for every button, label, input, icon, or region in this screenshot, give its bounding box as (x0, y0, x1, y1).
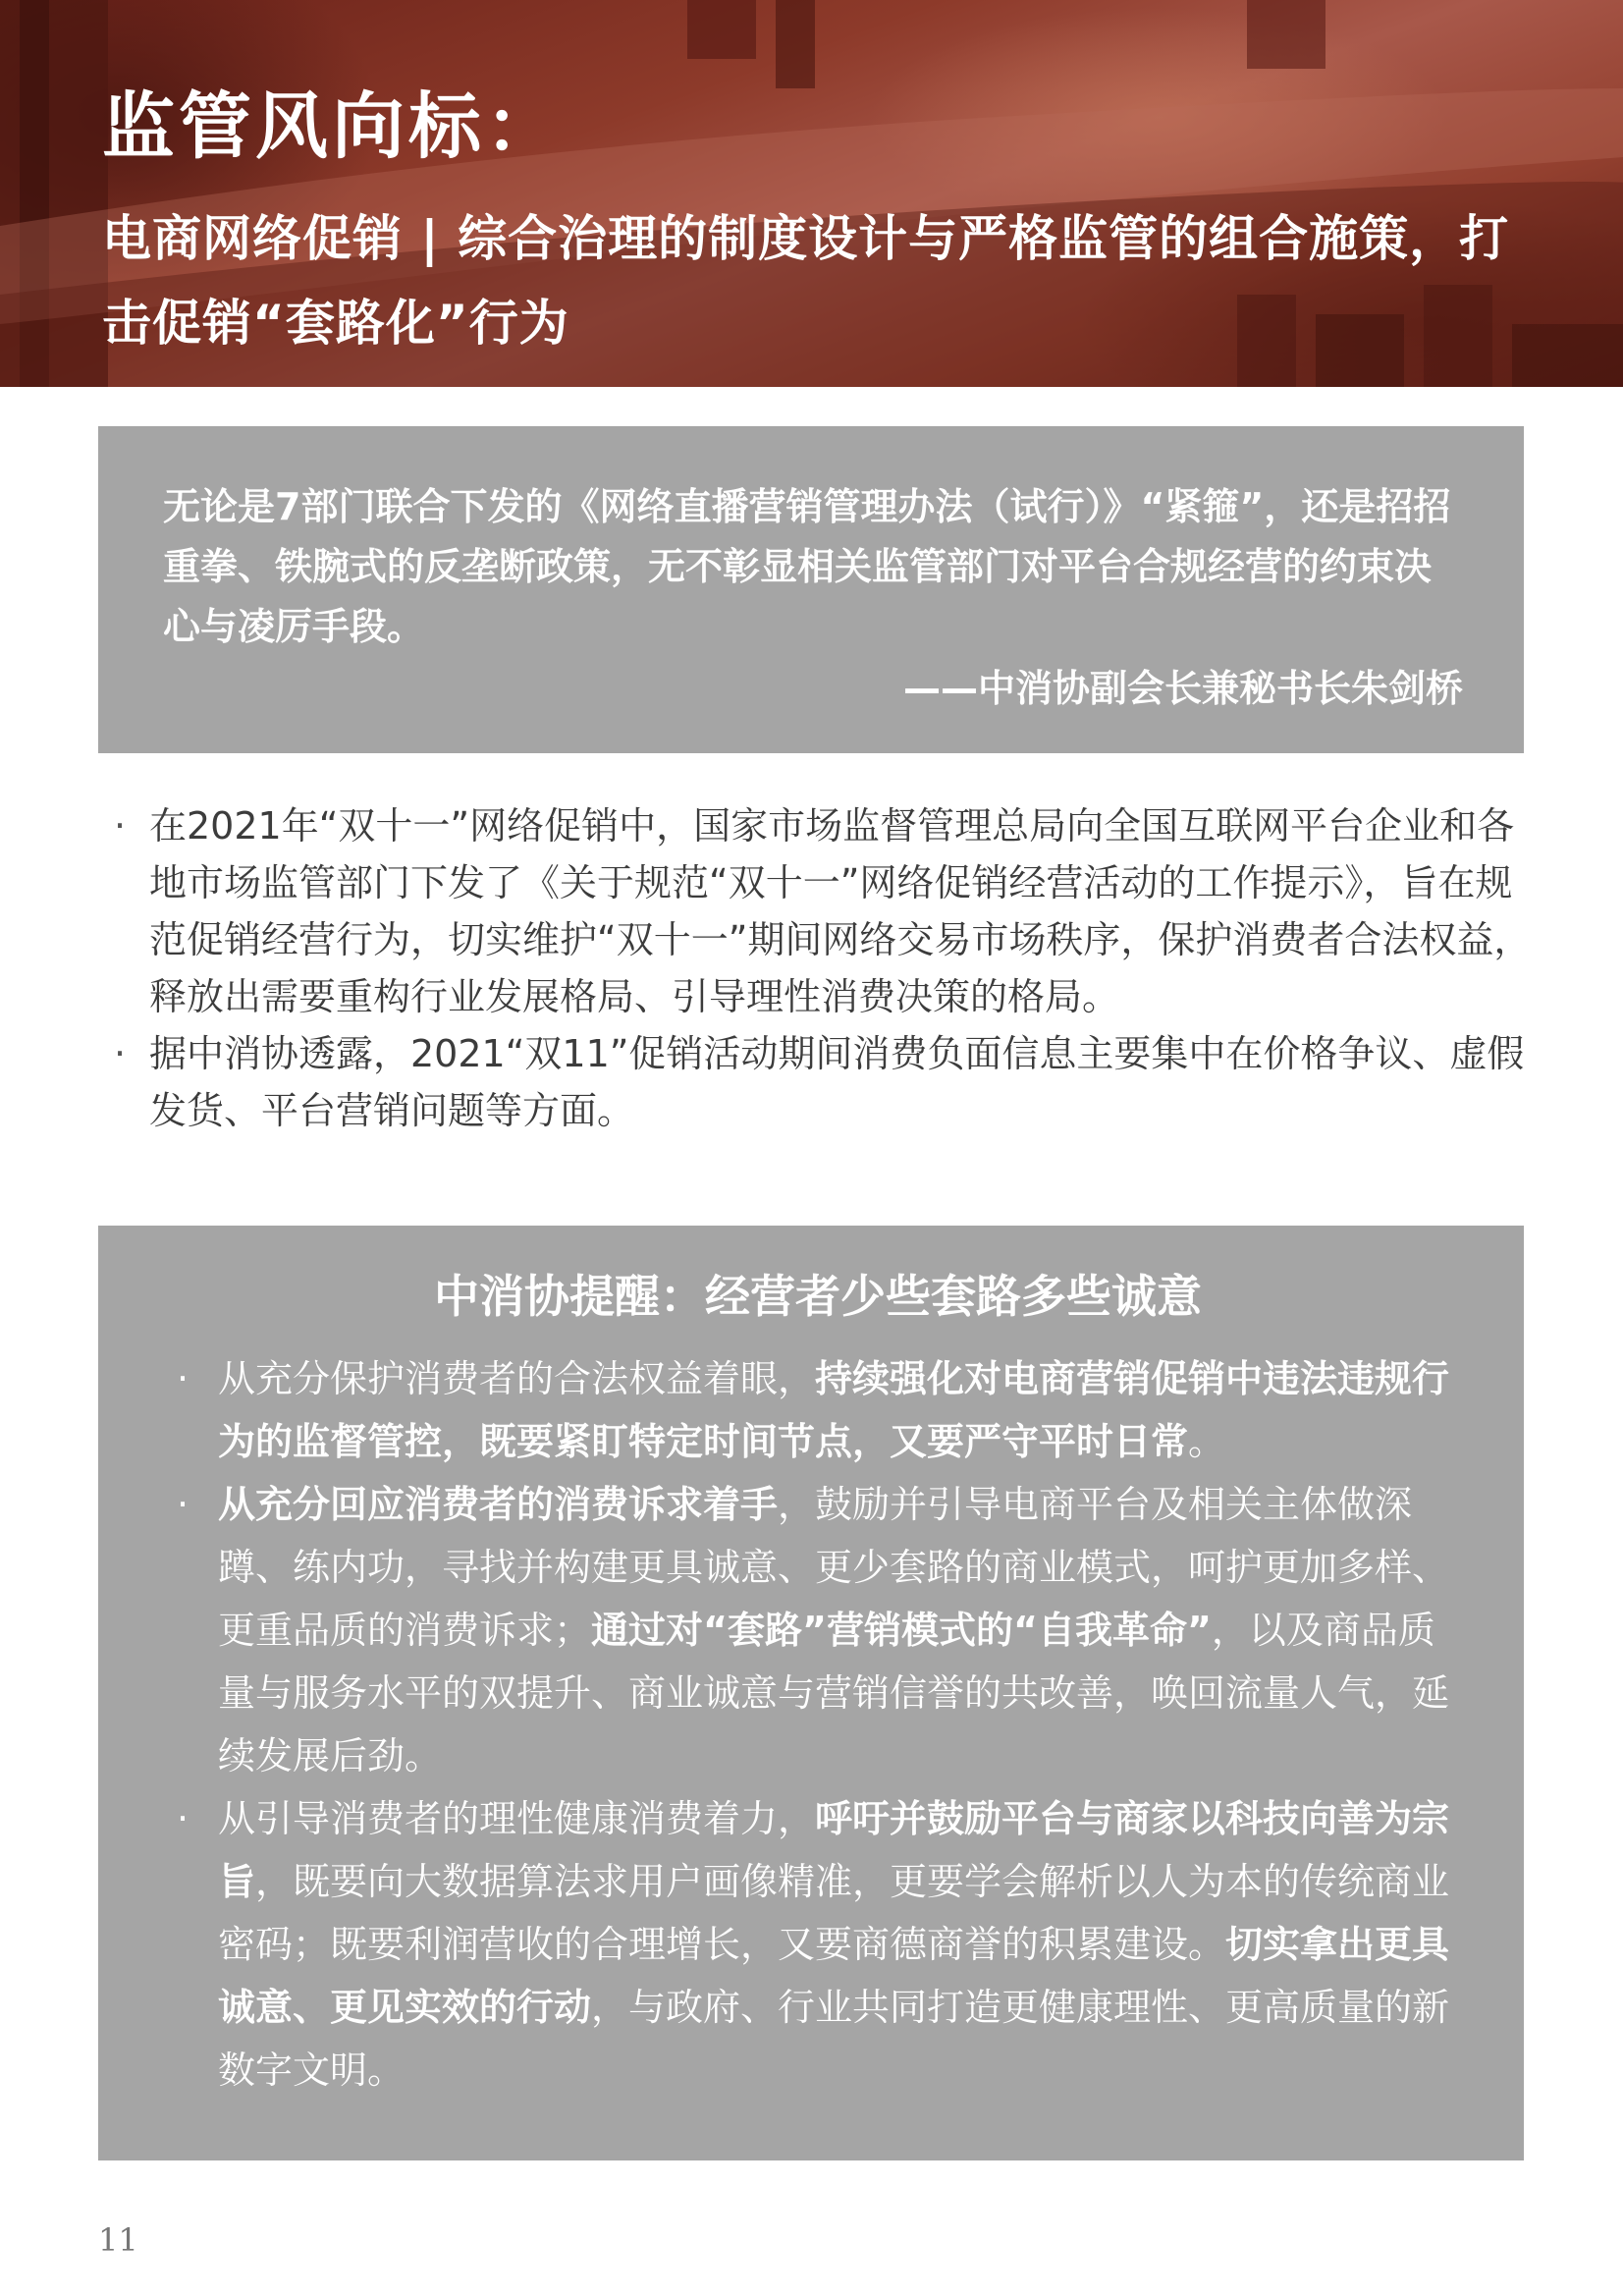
quote-text: 无论是7部门联合下发的《网络直播营销管理办法（试行）》“紧箍”，还是招招重拳、铁腕式的反垄断政策，无不彰显相关监管部门对平台合规经营的约束决心与凌厉手段。 (163, 485, 1451, 648)
quote-author: ——中消协副会长兼秘书长朱剑桥 (902, 667, 1463, 710)
reminder-bold-text: 通过对“套路”营销模式的“自我革命” (591, 1609, 1212, 1652)
bullet-icon: · (177, 1483, 189, 1526)
reminder-item (173, 1347, 1463, 1473)
reminder-text: 。 (1188, 1420, 1226, 1463)
reminder-bold-text: 持续强化对电商营销促销中违法违规行为的监督管控，既要紧盯特定时间节点，又要严守平时日常 (218, 1357, 1450, 1463)
reminder-bold-text: 从充分回应消费者的消费诉求着手 (218, 1483, 779, 1526)
header-banner (0, 0, 1623, 387)
page-number: 11 (98, 2221, 138, 2259)
reminder-text: ，既要向大数据算法求用户画像精准，更要学会解析以人为本的传统商业密码；既要利润营收的合理增长，又要商德商誉的积累建设。 (218, 1860, 1450, 1966)
quote-box (98, 426, 1524, 753)
reminder-item (173, 1473, 1463, 1787)
bullet-icon: · (177, 1357, 189, 1400)
list-item (106, 797, 1532, 1025)
reminder-title: 中消协提醒：经营者少些套路多些诚意 (434, 1270, 1202, 1323)
reminder-box (98, 1226, 1524, 2160)
bullet-icon: · (114, 804, 127, 847)
reminder-text: 从充分保护消费者的合法权益着眼， (218, 1357, 816, 1400)
list-item-text: 在2021年“双十一”网络促销中，国家市场监督管理总局向全国互联网平台企业和各地市场监管部门下发了《关于规范“双十一”网络促销经营活动的工作提示》，旨在规范促销经营行为，切实维护“双十一”期间网络交易市场秩序，保护消费者合法权益，释放出需要重构行业发展格局、引导理性消费决策的格局。 (149, 804, 1532, 1018)
reminder-text: 从引导消费者的理性健康消费着力， (218, 1797, 816, 1840)
bullet-icon: · (177, 1797, 189, 1840)
reminder-item (173, 1787, 1463, 2102)
list-item (106, 1025, 1532, 1139)
body-bullet-list (106, 797, 1532, 1139)
reminder-bold-text: 切实拿出更具诚意、更见实效的行动 (218, 1923, 1450, 2029)
reminder-text: ，以及商品质量与服务水平的双提升、商业诚意与营销信誉的共改善，唤回流量人气，延续发展后劲。 (218, 1609, 1450, 1777)
reminder-bold-text: 呼吁并鼓励平台与商家以科技向善为宗旨 (218, 1797, 1450, 1903)
reminder-list (173, 1347, 1463, 2102)
reminder-text: ，与政府、行业共同打造更健康理性、更高质量的新数字文明。 (218, 1986, 1450, 2092)
list-item-text: 据中消协透露，2021“双11”促销活动期间消费负面信息主要集中在价格争议、虚假发货、平台营销问题等方面。 (149, 1032, 1525, 1132)
bullet-icon: · (114, 1032, 127, 1075)
page-title: 监管风向标： (102, 84, 562, 169)
page-subtitle: 电商网络促销 | 综合治理的制度设计与严格监管的组合施策，打击促销“套路化”行为 (102, 210, 1510, 352)
reminder-text: ，鼓励并引导电商平台及相关主体做深蹲、练内功，寻找并构建更具诚意、更少套路的商业模式，呵护更加多样、更重品质的消费诉求； (218, 1483, 1450, 1652)
